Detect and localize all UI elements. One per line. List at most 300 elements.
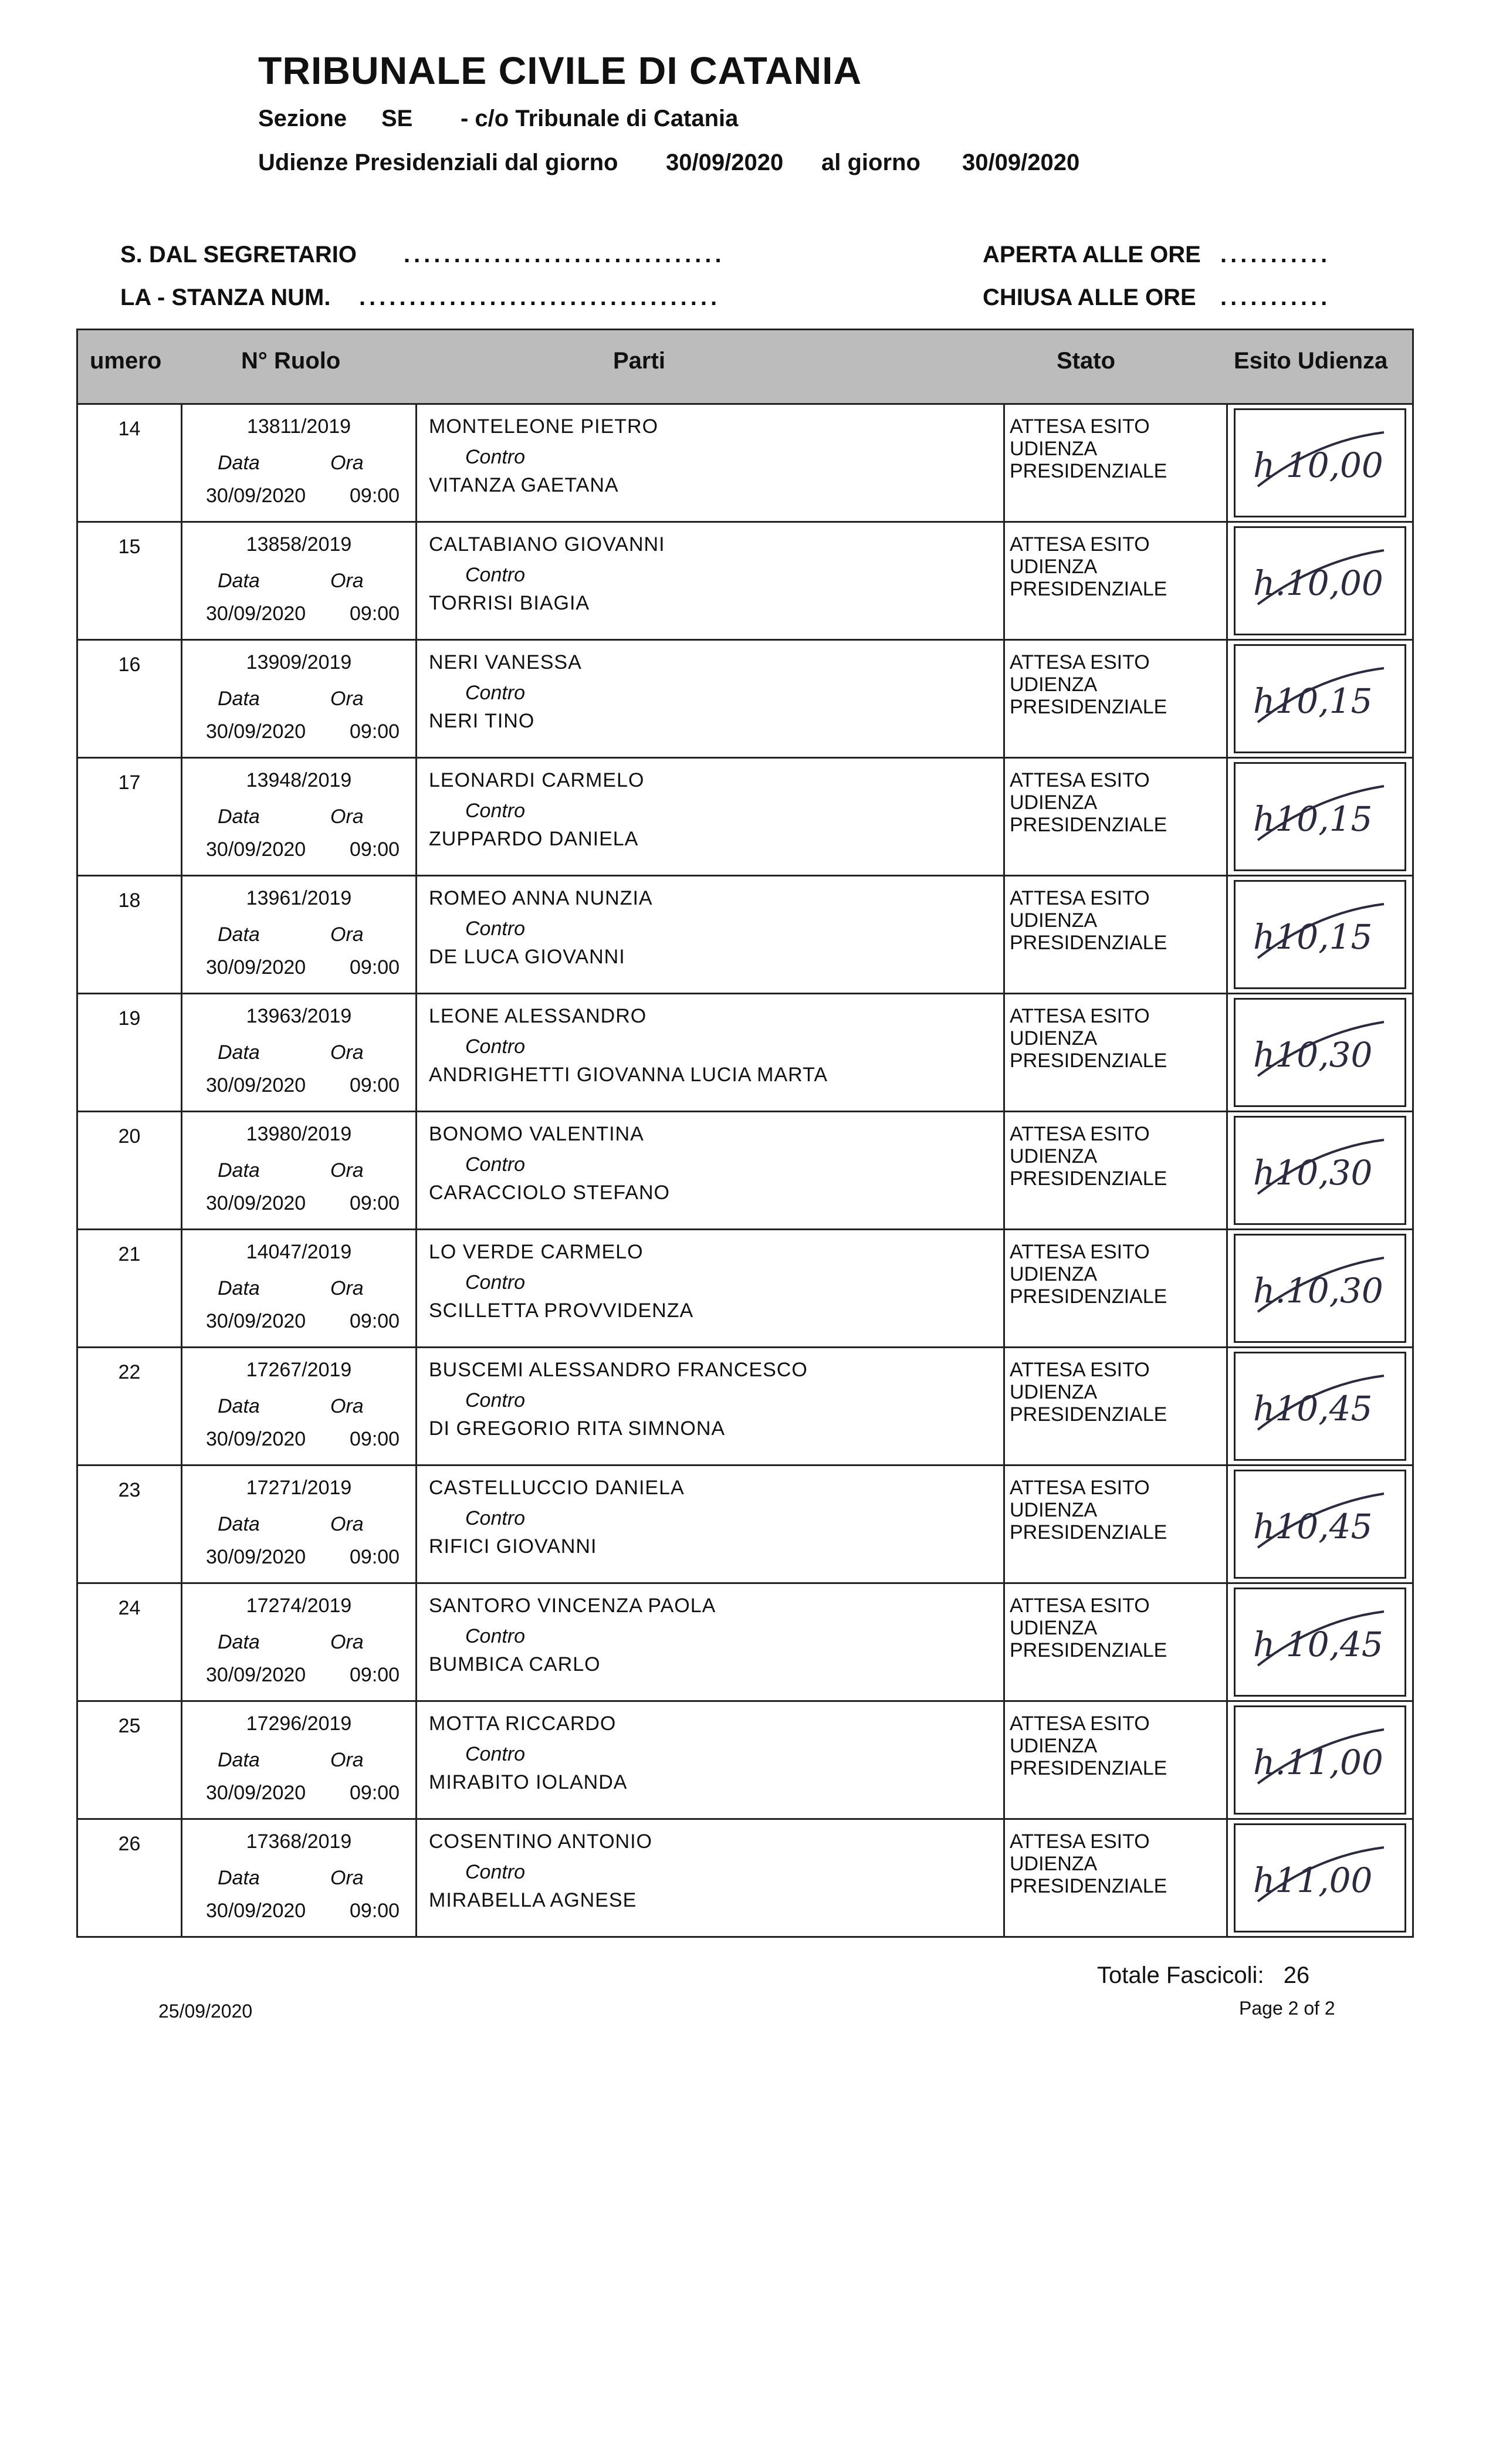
cell-parti xyxy=(417,1230,1005,1346)
contro-label: Contro xyxy=(465,1625,526,1647)
cell-esito xyxy=(1228,1348,1412,1464)
status-line: PRESIDENZIALE xyxy=(1010,814,1167,836)
cell-stato xyxy=(1005,1466,1228,1582)
data-label: Data xyxy=(218,688,260,710)
status-line: ATTESA ESITO xyxy=(1010,415,1150,438)
hearing-time: 09:00 xyxy=(350,1310,400,1332)
strike-mark xyxy=(1252,664,1387,728)
row-number: 22 xyxy=(118,1361,141,1383)
cell-ruolo xyxy=(182,523,417,639)
ruolo-number: 17267/2019 xyxy=(246,1359,352,1381)
chiusa-label: CHIUSA ALLE ORE xyxy=(983,285,1196,310)
cell-stato xyxy=(1005,1584,1228,1700)
handwritten-esito: h10,45 xyxy=(1253,1389,1373,1429)
contro-label: Contro xyxy=(465,446,526,468)
status-text xyxy=(1010,651,1167,718)
hearing-time: 09:00 xyxy=(350,1428,400,1450)
ruolo-number: 13909/2019 xyxy=(246,651,352,673)
col-numero: umero xyxy=(90,348,162,374)
table-row xyxy=(76,994,1414,1112)
handwritten-esito: h10,45 xyxy=(1253,1507,1373,1546)
print-date: 25/09/2020 xyxy=(158,2001,253,2022)
status-text xyxy=(1010,887,1167,954)
cell-stato xyxy=(1005,1348,1228,1464)
col-parti: Parti xyxy=(613,348,665,374)
cell-numero xyxy=(78,1112,182,1228)
cell-parti xyxy=(417,405,1005,521)
cell-parti xyxy=(417,1466,1005,1582)
sezione-value: SE xyxy=(381,106,413,131)
esito-box xyxy=(1234,526,1406,635)
party-2: RIFICI GIOVANNI xyxy=(429,1535,597,1558)
data-label: Data xyxy=(218,570,260,592)
segretario-dots: ................................ xyxy=(404,242,725,268)
table-header xyxy=(76,329,1414,405)
table-row xyxy=(76,759,1414,876)
hearing-time: 09:00 xyxy=(350,1900,400,1922)
status-line: ATTESA ESITO xyxy=(1010,1712,1150,1735)
cell-ruolo xyxy=(182,1112,417,1228)
status-line: PRESIDENZIALE xyxy=(1010,696,1167,718)
esito-box xyxy=(1234,1470,1406,1579)
party-2: MIRABELLA AGNESE xyxy=(429,1889,637,1911)
esito-box xyxy=(1234,644,1406,753)
status-line: UDIENZA xyxy=(1010,1381,1098,1403)
status-line: ATTESA ESITO xyxy=(1010,1123,1150,1145)
contro-label: Contro xyxy=(465,1153,526,1176)
hearing-date: 30/09/2020 xyxy=(206,1546,306,1568)
cell-numero xyxy=(78,759,182,875)
table-row xyxy=(76,641,1414,759)
status-line: ATTESA ESITO xyxy=(1010,533,1150,556)
strike-mark xyxy=(1252,1017,1387,1082)
ruolo-number: 13858/2019 xyxy=(246,533,352,556)
status-text xyxy=(1010,1005,1167,1072)
cell-numero xyxy=(78,876,182,993)
hearing-time: 09:00 xyxy=(350,838,400,861)
status-line: UDIENZA xyxy=(1010,1263,1098,1285)
status-line: UDIENZA xyxy=(1010,1853,1098,1875)
party-1: LEONARDI CARMELO xyxy=(429,769,645,791)
data-label: Data xyxy=(218,923,260,946)
col-ruolo: N° Ruolo xyxy=(241,348,341,374)
strike-mark xyxy=(1252,781,1387,846)
cell-stato xyxy=(1005,994,1228,1111)
party-1: LO VERDE CARMELO xyxy=(429,1241,644,1263)
hearing-date: 30/09/2020 xyxy=(206,1782,306,1804)
ora-label: Ora xyxy=(330,1041,364,1064)
party-2: NERI TINO xyxy=(429,710,535,732)
party-1: ROMEO ANNA NUNZIA xyxy=(429,887,653,909)
cell-parti xyxy=(417,1584,1005,1700)
data-label: Data xyxy=(218,805,260,828)
party-1: CASTELLUCCIO DANIELA xyxy=(429,1477,685,1499)
status-line: PRESIDENZIALE xyxy=(1010,1639,1167,1661)
data-label: Data xyxy=(218,1277,260,1299)
handwritten-esito: h 10,45 xyxy=(1253,1624,1383,1664)
ora-label: Ora xyxy=(330,570,364,592)
table-row xyxy=(76,1820,1414,1938)
cell-stato xyxy=(1005,1230,1228,1346)
hearing-time: 09:00 xyxy=(350,485,400,507)
hearing-date: 30/09/2020 xyxy=(206,1428,306,1450)
esito-box xyxy=(1234,880,1406,989)
handwritten-esito: h.10,30 xyxy=(1253,1271,1383,1311)
esito-box xyxy=(1234,998,1406,1107)
table-row xyxy=(76,1230,1414,1348)
ruolo-number: 17296/2019 xyxy=(246,1712,352,1735)
status-text xyxy=(1010,1830,1167,1897)
strike-mark xyxy=(1252,899,1387,964)
cell-ruolo xyxy=(182,994,417,1111)
row-number: 18 xyxy=(118,889,141,912)
aperta-dots: ........... xyxy=(1220,242,1331,268)
cell-parti xyxy=(417,876,1005,993)
handwritten-esito: h10,15 xyxy=(1253,917,1373,957)
party-2: DI GREGORIO RITA SIMNONA xyxy=(429,1417,726,1440)
cell-esito xyxy=(1228,1466,1412,1582)
cell-esito xyxy=(1228,1230,1412,1346)
status-line: UDIENZA xyxy=(1010,438,1098,460)
hearing-date: 30/09/2020 xyxy=(206,838,306,861)
cell-numero xyxy=(78,1820,182,1936)
handwritten-esito: h10,15 xyxy=(1253,799,1373,839)
status-line: UDIENZA xyxy=(1010,1499,1098,1521)
status-line: PRESIDENZIALE xyxy=(1010,932,1167,954)
party-2: DE LUCA GIOVANNI xyxy=(429,946,625,968)
party-1: MONTELEONE PIETRO xyxy=(429,415,659,438)
hearing-date: 30/09/2020 xyxy=(206,1310,306,1332)
cell-ruolo xyxy=(182,1584,417,1700)
strike-mark xyxy=(1252,546,1387,610)
status-line: ATTESA ESITO xyxy=(1010,1359,1150,1381)
contro-label: Contro xyxy=(465,1861,526,1883)
cell-esito xyxy=(1228,1820,1412,1936)
hearing-date: 30/09/2020 xyxy=(206,1074,306,1096)
status-line: PRESIDENZIALE xyxy=(1010,1285,1167,1308)
ora-label: Ora xyxy=(330,1513,364,1535)
status-line: ATTESA ESITO xyxy=(1010,1595,1150,1617)
chiusa-dots: ........... xyxy=(1220,285,1331,310)
hearing-time: 09:00 xyxy=(350,720,400,743)
status-text xyxy=(1010,1712,1167,1779)
document-title: TRIBUNALE CIVILE DI CATANIA xyxy=(258,49,862,92)
table-row xyxy=(76,405,1414,523)
status-text xyxy=(1010,415,1167,482)
status-line: ATTESA ESITO xyxy=(1010,1477,1150,1499)
party-1: MOTTA RICCARDO xyxy=(429,1712,617,1735)
cell-parti xyxy=(417,1820,1005,1936)
stanza-dots: .................................... xyxy=(359,285,721,310)
stanza-label: LA - STANZA NUM. xyxy=(120,285,331,310)
cell-ruolo xyxy=(182,759,417,875)
cell-parti xyxy=(417,1112,1005,1228)
cell-stato xyxy=(1005,1112,1228,1228)
ruolo-number: 13980/2019 xyxy=(246,1123,352,1145)
party-1: COSENTINO ANTONIO xyxy=(429,1830,652,1853)
table-row xyxy=(76,1348,1414,1466)
hearing-time: 09:00 xyxy=(350,603,400,625)
ruolo-number: 17274/2019 xyxy=(246,1595,352,1617)
party-2: BUMBICA CARLO xyxy=(429,1653,601,1676)
status-line: UDIENZA xyxy=(1010,1027,1098,1050)
cell-esito xyxy=(1228,405,1412,521)
handwritten-esito: h.10,00 xyxy=(1253,563,1383,603)
cell-numero xyxy=(78,1230,182,1346)
hearing-time: 09:00 xyxy=(350,1664,400,1686)
cell-parti xyxy=(417,1348,1005,1464)
cell-esito xyxy=(1228,1702,1412,1818)
cell-ruolo xyxy=(182,1348,417,1464)
ora-label: Ora xyxy=(330,1749,364,1771)
date-from: 30/09/2020 xyxy=(666,150,784,175)
cell-esito xyxy=(1228,759,1412,875)
status-line: ATTESA ESITO xyxy=(1010,1830,1150,1853)
esito-box xyxy=(1234,762,1406,871)
cell-ruolo xyxy=(182,1466,417,1582)
cell-esito xyxy=(1228,523,1412,639)
row-number: 15 xyxy=(118,536,141,558)
esito-box xyxy=(1234,408,1406,517)
data-label: Data xyxy=(218,1867,260,1889)
handwritten-esito: h 10,00 xyxy=(1253,445,1383,485)
ora-label: Ora xyxy=(330,923,364,946)
row-number: 21 xyxy=(118,1243,141,1265)
table-row xyxy=(76,523,1414,641)
cell-esito xyxy=(1228,1584,1412,1700)
cell-esito xyxy=(1228,1112,1412,1228)
party-2: TORRISI BIAGIA xyxy=(429,592,590,614)
row-number: 26 xyxy=(118,1833,141,1855)
ora-label: Ora xyxy=(330,1867,364,1889)
party-2: MIRABITO IOLANDA xyxy=(429,1771,628,1793)
data-label: Data xyxy=(218,1513,260,1535)
cell-stato xyxy=(1005,1820,1228,1936)
sezione-label: Sezione xyxy=(258,106,347,131)
ruolo-number: 17368/2019 xyxy=(246,1830,352,1853)
cell-numero xyxy=(78,1466,182,1582)
cell-numero xyxy=(78,641,182,757)
contro-label: Contro xyxy=(465,1035,526,1058)
status-line: UDIENZA xyxy=(1010,1735,1098,1757)
table-row xyxy=(76,876,1414,994)
ora-label: Ora xyxy=(330,452,364,474)
contro-label: Contro xyxy=(465,564,526,586)
cell-parti xyxy=(417,1702,1005,1818)
contro-label: Contro xyxy=(465,800,526,822)
ruolo-number: 17271/2019 xyxy=(246,1477,352,1499)
status-line: ATTESA ESITO xyxy=(1010,1005,1150,1027)
ruolo-number: 13948/2019 xyxy=(246,769,352,791)
cell-stato xyxy=(1005,405,1228,521)
status-line: ATTESA ESITO xyxy=(1010,887,1150,909)
party-1: BUSCEMI ALESSANDRO FRANCESCO xyxy=(429,1359,808,1381)
esito-box xyxy=(1234,1588,1406,1697)
segretario-label: S. DAL SEGRETARIO xyxy=(120,242,357,268)
hearing-time: 09:00 xyxy=(350,1546,400,1568)
col-stato: Stato xyxy=(1057,348,1115,374)
strike-mark xyxy=(1252,1253,1387,1318)
status-line: PRESIDENZIALE xyxy=(1010,1403,1167,1426)
udienze-label: Udienze Presidenziali dal giorno xyxy=(258,150,618,175)
party-1: BONOMO VALENTINA xyxy=(429,1123,644,1145)
hearing-date: 30/09/2020 xyxy=(206,485,306,507)
totale-value: 26 xyxy=(1283,1962,1310,1988)
status-line: UDIENZA xyxy=(1010,791,1098,814)
status-text xyxy=(1010,533,1167,600)
cell-numero xyxy=(78,405,182,521)
data-label: Data xyxy=(218,1749,260,1771)
status-line: ATTESA ESITO xyxy=(1010,651,1150,673)
status-line: ATTESA ESITO xyxy=(1010,1241,1150,1263)
cell-stato xyxy=(1005,759,1228,875)
status-line: UDIENZA xyxy=(1010,673,1098,696)
contro-label: Contro xyxy=(465,1743,526,1765)
cell-esito xyxy=(1228,876,1412,993)
status-line: PRESIDENZIALE xyxy=(1010,1875,1167,1897)
cell-stato xyxy=(1005,641,1228,757)
ora-label: Ora xyxy=(330,688,364,710)
hearing-date: 30/09/2020 xyxy=(206,720,306,743)
party-1: CALTABIANO GIOVANNI xyxy=(429,533,665,556)
status-line: UDIENZA xyxy=(1010,1617,1098,1639)
strike-mark xyxy=(1252,1489,1387,1553)
row-number: 20 xyxy=(118,1125,141,1148)
esito-box xyxy=(1234,1705,1406,1815)
hearing-date: 30/09/2020 xyxy=(206,1900,306,1922)
cell-numero xyxy=(78,994,182,1111)
page-number: Page 2 of 2 xyxy=(1239,1998,1335,2019)
data-label: Data xyxy=(218,1159,260,1182)
status-line: UDIENZA xyxy=(1010,909,1098,932)
cell-parti xyxy=(417,759,1005,875)
ora-label: Ora xyxy=(330,1631,364,1653)
party-2: ANDRIGHETTI GIOVANNA LUCIA MARTA xyxy=(429,1064,828,1086)
aperta-label: APERTA ALLE ORE xyxy=(983,242,1201,268)
strike-mark xyxy=(1252,1843,1387,1907)
party-1: SANTORO VINCENZA PAOLA xyxy=(429,1595,716,1617)
cell-ruolo xyxy=(182,641,417,757)
al-giorno-label: al giorno xyxy=(821,150,920,175)
cell-numero xyxy=(78,1584,182,1700)
cell-numero xyxy=(78,1702,182,1818)
cell-ruolo xyxy=(182,1820,417,1936)
status-text xyxy=(1010,1123,1167,1190)
party-1: LEONE ALESSANDRO xyxy=(429,1005,647,1027)
cell-ruolo xyxy=(182,405,417,521)
cell-stato xyxy=(1005,523,1228,639)
data-label: Data xyxy=(218,1041,260,1064)
table-row xyxy=(76,1112,1414,1230)
table-row xyxy=(76,1466,1414,1584)
party-2: CARACCIOLO STEFANO xyxy=(429,1182,670,1204)
contro-label: Contro xyxy=(465,1507,526,1529)
row-number: 19 xyxy=(118,1007,141,1030)
data-label: Data xyxy=(218,1631,260,1653)
status-text xyxy=(1010,769,1167,836)
cell-esito xyxy=(1228,994,1412,1111)
handwritten-esito: h11,00 xyxy=(1253,1860,1373,1900)
row-number: 14 xyxy=(118,418,141,440)
ora-label: Ora xyxy=(330,1277,364,1299)
esito-box xyxy=(1234,1352,1406,1461)
status-text xyxy=(1010,1241,1167,1308)
contro-label: Contro xyxy=(465,1271,526,1294)
status-line: PRESIDENZIALE xyxy=(1010,1050,1167,1072)
table-row xyxy=(76,1702,1414,1820)
status-line: PRESIDENZIALE xyxy=(1010,1757,1167,1779)
cell-numero xyxy=(78,1348,182,1464)
contro-label: Contro xyxy=(465,682,526,704)
ora-label: Ora xyxy=(330,1159,364,1182)
ruolo-number: 13961/2019 xyxy=(246,887,352,909)
status-line: PRESIDENZIALE xyxy=(1010,578,1167,600)
ora-label: Ora xyxy=(330,1395,364,1417)
status-line: PRESIDENZIALE xyxy=(1010,1521,1167,1544)
strike-mark xyxy=(1252,1725,1387,1789)
cell-ruolo xyxy=(182,1230,417,1346)
esito-box xyxy=(1234,1234,1406,1343)
strike-mark xyxy=(1252,1135,1387,1200)
table-row xyxy=(76,1584,1414,1702)
row-number: 25 xyxy=(118,1715,141,1737)
hearing-date: 30/09/2020 xyxy=(206,956,306,979)
ruolo-number: 13811/2019 xyxy=(246,415,351,438)
status-text xyxy=(1010,1595,1167,1661)
col-esito: Esito Udienza xyxy=(1234,348,1388,374)
handwritten-esito: h.11,00 xyxy=(1253,1742,1383,1782)
totale-fascicoli xyxy=(1097,1962,1309,1989)
party-2: VITANZA GAETANA xyxy=(429,474,619,496)
hearing-date: 30/09/2020 xyxy=(206,603,306,625)
cell-esito xyxy=(1228,641,1412,757)
hearing-date: 30/09/2020 xyxy=(206,1192,306,1214)
data-label: Data xyxy=(218,452,260,474)
contro-label: Contro xyxy=(465,1389,526,1412)
cell-ruolo xyxy=(182,876,417,993)
strike-mark xyxy=(1252,428,1387,492)
strike-mark xyxy=(1252,1607,1387,1671)
cell-numero xyxy=(78,523,182,639)
party-2: SCILLETTA PROVVIDENZA xyxy=(429,1299,694,1322)
status-line: PRESIDENZIALE xyxy=(1010,1167,1167,1190)
hearing-time: 09:00 xyxy=(350,1782,400,1804)
cell-stato xyxy=(1005,876,1228,993)
hearing-date: 30/09/2020 xyxy=(206,1664,306,1686)
party-2: ZUPPARDO DANIELA xyxy=(429,828,639,850)
status-line: UDIENZA xyxy=(1010,1145,1098,1167)
cell-parti xyxy=(417,523,1005,639)
date-to: 30/09/2020 xyxy=(962,150,1080,175)
ruolo-number: 14047/2019 xyxy=(246,1241,352,1263)
cell-parti xyxy=(417,994,1005,1111)
row-number: 17 xyxy=(118,771,141,794)
esito-box xyxy=(1234,1116,1406,1225)
sede-text: - c/o Tribunale di Catania xyxy=(461,106,739,131)
handwritten-esito: h10,30 xyxy=(1253,1153,1373,1193)
data-label: Data xyxy=(218,1395,260,1417)
row-number: 23 xyxy=(118,1479,141,1501)
row-number: 24 xyxy=(118,1597,141,1619)
cell-parti xyxy=(417,641,1005,757)
row-number: 16 xyxy=(118,654,141,676)
ruolo-number: 13963/2019 xyxy=(246,1005,352,1027)
handwritten-esito: h10,30 xyxy=(1253,1035,1373,1075)
hearing-time: 09:00 xyxy=(350,1074,400,1096)
cell-ruolo xyxy=(182,1702,417,1818)
cell-stato xyxy=(1005,1702,1228,1818)
table-body xyxy=(76,405,1414,1938)
